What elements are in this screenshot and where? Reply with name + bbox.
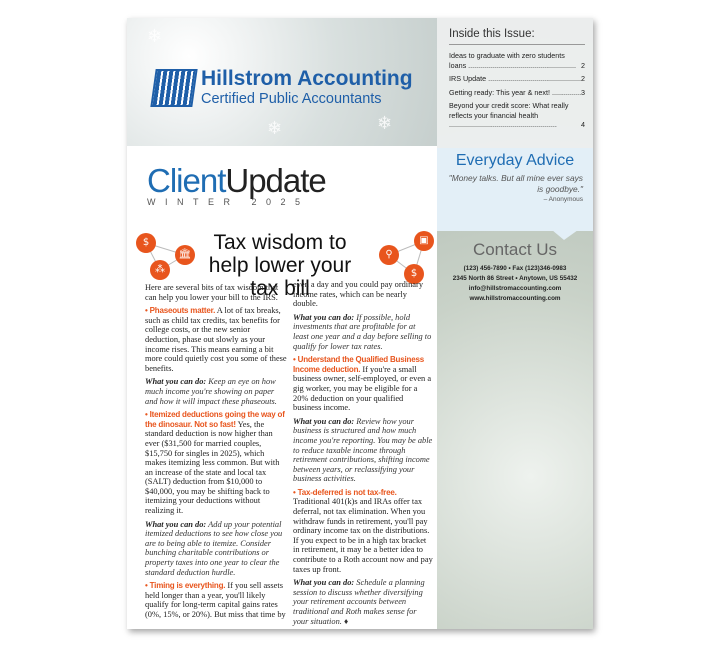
hand-money-icon: $ <box>404 264 424 284</box>
toc-item-label: Getting ready: This year & next! ..... <box>449 88 581 98</box>
contact-website[interactable]: www.hillstromaccounting.com <box>469 295 561 302</box>
speech-bubble-tail <box>552 230 578 240</box>
section-body: If you're a small business owner, self-employed, or even a gig worker, you may be eligible for a 20% deduction on your qualified business income. <box>293 364 432 413</box>
wycd-label: What you can do: <box>293 312 355 322</box>
contact-title: Contact Us <box>472 240 558 259</box>
everyday-advice-box <box>437 148 593 231</box>
toc-item-label: Ideas to graduate with zero students loans ..... <box>449 51 581 70</box>
toc-item-page: 2 <box>581 74 585 83</box>
company-name: Hillstrom Accounting <box>201 67 413 90</box>
advice-attribution: – Anonymous <box>543 196 583 203</box>
money-icon: ▣ <box>414 231 434 251</box>
article-title: Tax wisdom to help lower your tax bill <box>208 231 352 300</box>
wycd-text: Review how your business is structured and how much income you're reporting. You may be able to reduce taxable income through retirement contributions, shifting income between years, or reclassifying your business activities. <box>293 416 433 484</box>
section-heading: • Understand the Qualified Business Income deduction. <box>293 355 424 374</box>
magnifier-icon: ⚲ <box>379 245 399 265</box>
wycd-label: What you can do: <box>293 578 355 588</box>
section-body-continued: even a day and you could pay ordinary income rates, which can be nearly double. <box>293 280 424 309</box>
newsletter-page <box>127 18 593 629</box>
sidebar <box>437 18 593 629</box>
wycd-label: What you can do: <box>293 416 355 426</box>
wycd-text: Add up your potential itemized deductions to see how close you are to being able to itemize. Consider bunching charitable contributions or property taxes into one year to clear the standard deduction hurdle. <box>145 519 283 577</box>
toc-item-label: Beyond your credit score: What really reflects your financial health ..... <box>449 101 581 130</box>
snowflake-icon: ❄ <box>147 26 163 46</box>
section-heading: • Phaseouts matter. <box>145 306 216 316</box>
article-intro: Here are several bits of tax wisdom that can help you lower your bill to the IRS. <box>145 283 279 302</box>
coins-icon: ⁂ <box>150 260 170 280</box>
wycd-label: What you can do: <box>145 377 207 387</box>
contact-phone-fax: (123) 456-7890 • Fax (123)346-0983 <box>463 265 567 272</box>
company-tagline: Certified Public Accountants <box>201 91 382 107</box>
advice-quote: "Money talks. But all mine ever says is goodbye." <box>448 173 583 194</box>
toc-item[interactable] <box>449 88 585 98</box>
section-heading: • Itemized deductions going the way of the dinosaur. Not so fast! <box>145 410 285 429</box>
wycd-text: If possible, hold investments that are profitable for at least one year and a day before selling to qualify for lower tax rates. <box>293 312 432 351</box>
snowflake-icon: ❄ <box>377 113 393 133</box>
contact-section <box>437 240 593 304</box>
masthead-title-update: Update <box>225 162 326 199</box>
advice-title: Everyday Advice <box>455 152 575 169</box>
section-body: A lot of tax breaks, such as child tax credits, tax benefits for college costs, or the new senior deduction, phase out slowly as your income rises. This means earning a bit more could quietly cost you some of these benefits. <box>145 306 287 373</box>
section-heading: • Tax-deferred is not tax-free. <box>293 487 397 497</box>
toc-item-page: 2 <box>581 60 585 70</box>
article-column-right <box>293 280 433 629</box>
masthead-season: WINTER 2025 <box>147 197 310 207</box>
toc-item-label: IRS Update ..... <box>449 74 581 84</box>
toc-item-page: 3 <box>581 87 585 97</box>
section-heading: • Timing is everything. <box>145 581 226 591</box>
toc-title: Inside this Issue: <box>449 28 585 45</box>
lightbulb-dollar-icon: $ <box>136 233 156 253</box>
toc-item[interactable] <box>449 51 585 70</box>
wycd-text: Schedule a planning session to discuss whether diversifying your retirement accounts between traditional and Roth makes sense for your situation. ♦ <box>293 578 425 626</box>
table-of-contents <box>437 18 593 148</box>
section-body: Traditional 401(k)s and IRAs offer tax deferral, not tax elimination. When you withdraw funds in retirement, you'll pay ordinary income tax on the distributions. If you expect to be in a high tax bracket in retirement, it may be a better idea to contribute to a Roth account now and pay taxes up front. <box>293 497 433 574</box>
contact-address: 2345 North 86 Street • Anytown, US 55432 <box>452 275 578 282</box>
contact-email[interactable]: info@hillstromaccounting.com <box>468 285 562 292</box>
masthead-title-client: Client <box>147 162 226 199</box>
wycd-text: Keep an eye on how much income you're showing on paper and how it will impact these phaseouts. <box>145 377 277 406</box>
toc-item[interactable] <box>449 101 585 130</box>
section-body: If you sell assets held longer than a year, you'll likely qualify for long-term capital gains rates (0%, 15%, or 20%). But miss that time by <box>145 581 286 619</box>
section-body: Yes, the standard deduction is now higher than ever ($31,500 for married couples, $15,750 for singles in 2025), which makes itemizing less common. But with an increase of the state and local tax (SALT) deduction from $10,000 to $40,000, you may be shifting back to itemizing your deductions without realizing it. <box>145 419 280 516</box>
article-column-left <box>145 283 287 624</box>
bank-icon: 🏛 <box>175 245 195 265</box>
toc-item[interactable] <box>449 74 585 84</box>
snowflake-icon: ❄ <box>267 118 283 138</box>
wycd-label: What you can do: <box>145 519 207 529</box>
toc-item-page: 4 <box>581 120 585 129</box>
